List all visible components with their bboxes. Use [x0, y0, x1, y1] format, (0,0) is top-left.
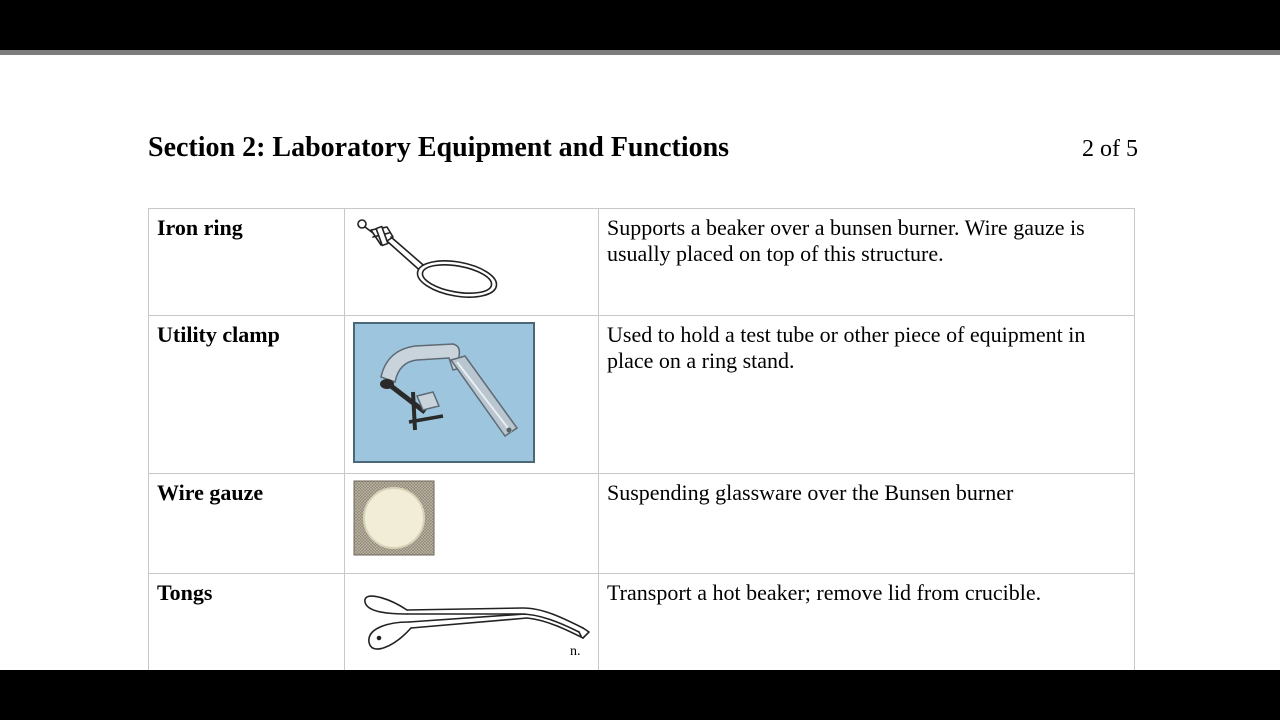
equipment-name: Utility clamp: [149, 316, 345, 474]
equipment-description: Supports a beaker over a bunsen burner. Wire gauze is usually placed on top of this structure.: [599, 209, 1135, 316]
equipment-image-cell: [345, 474, 599, 574]
page-counter: 2 of 5: [1082, 136, 1138, 162]
equipment-name: Tongs: [149, 574, 345, 671]
utility-clamp-icon: [353, 322, 535, 463]
iron-ring-icon: [353, 215, 503, 303]
table-row: [149, 574, 1135, 671]
tongs-image: [353, 580, 593, 668]
bottom-letterbox-bar: [0, 670, 1280, 720]
tongs-icon: [353, 580, 593, 668]
table-row: [149, 474, 1135, 574]
section-title: Section 2: Laboratory Equipment and Functions: [148, 132, 730, 163]
equipment-name: Wire gauze: [149, 474, 345, 574]
equipment-table: [148, 208, 1135, 670]
equipment-description: Suspending glassware over the Bunsen burner: [599, 474, 1135, 574]
image-caption: n.: [570, 644, 581, 659]
wire-gauze-icon: [353, 480, 435, 556]
equipment-description: Transport a hot beaker; remove lid from crucible.: [599, 574, 1135, 671]
equipment-description: Used to hold a test tube or other piece of equipment in place on a ring stand.: [599, 316, 1135, 474]
equipment-image-cell: [345, 574, 599, 671]
equipment-image-cell: [345, 316, 599, 474]
table-row: [149, 209, 1135, 316]
document-page: [0, 55, 1280, 670]
top-letterbox-bar: [0, 0, 1280, 50]
table-row: [149, 316, 1135, 474]
equipment-name: Iron ring: [149, 209, 345, 316]
equipment-image-cell: [345, 209, 599, 316]
